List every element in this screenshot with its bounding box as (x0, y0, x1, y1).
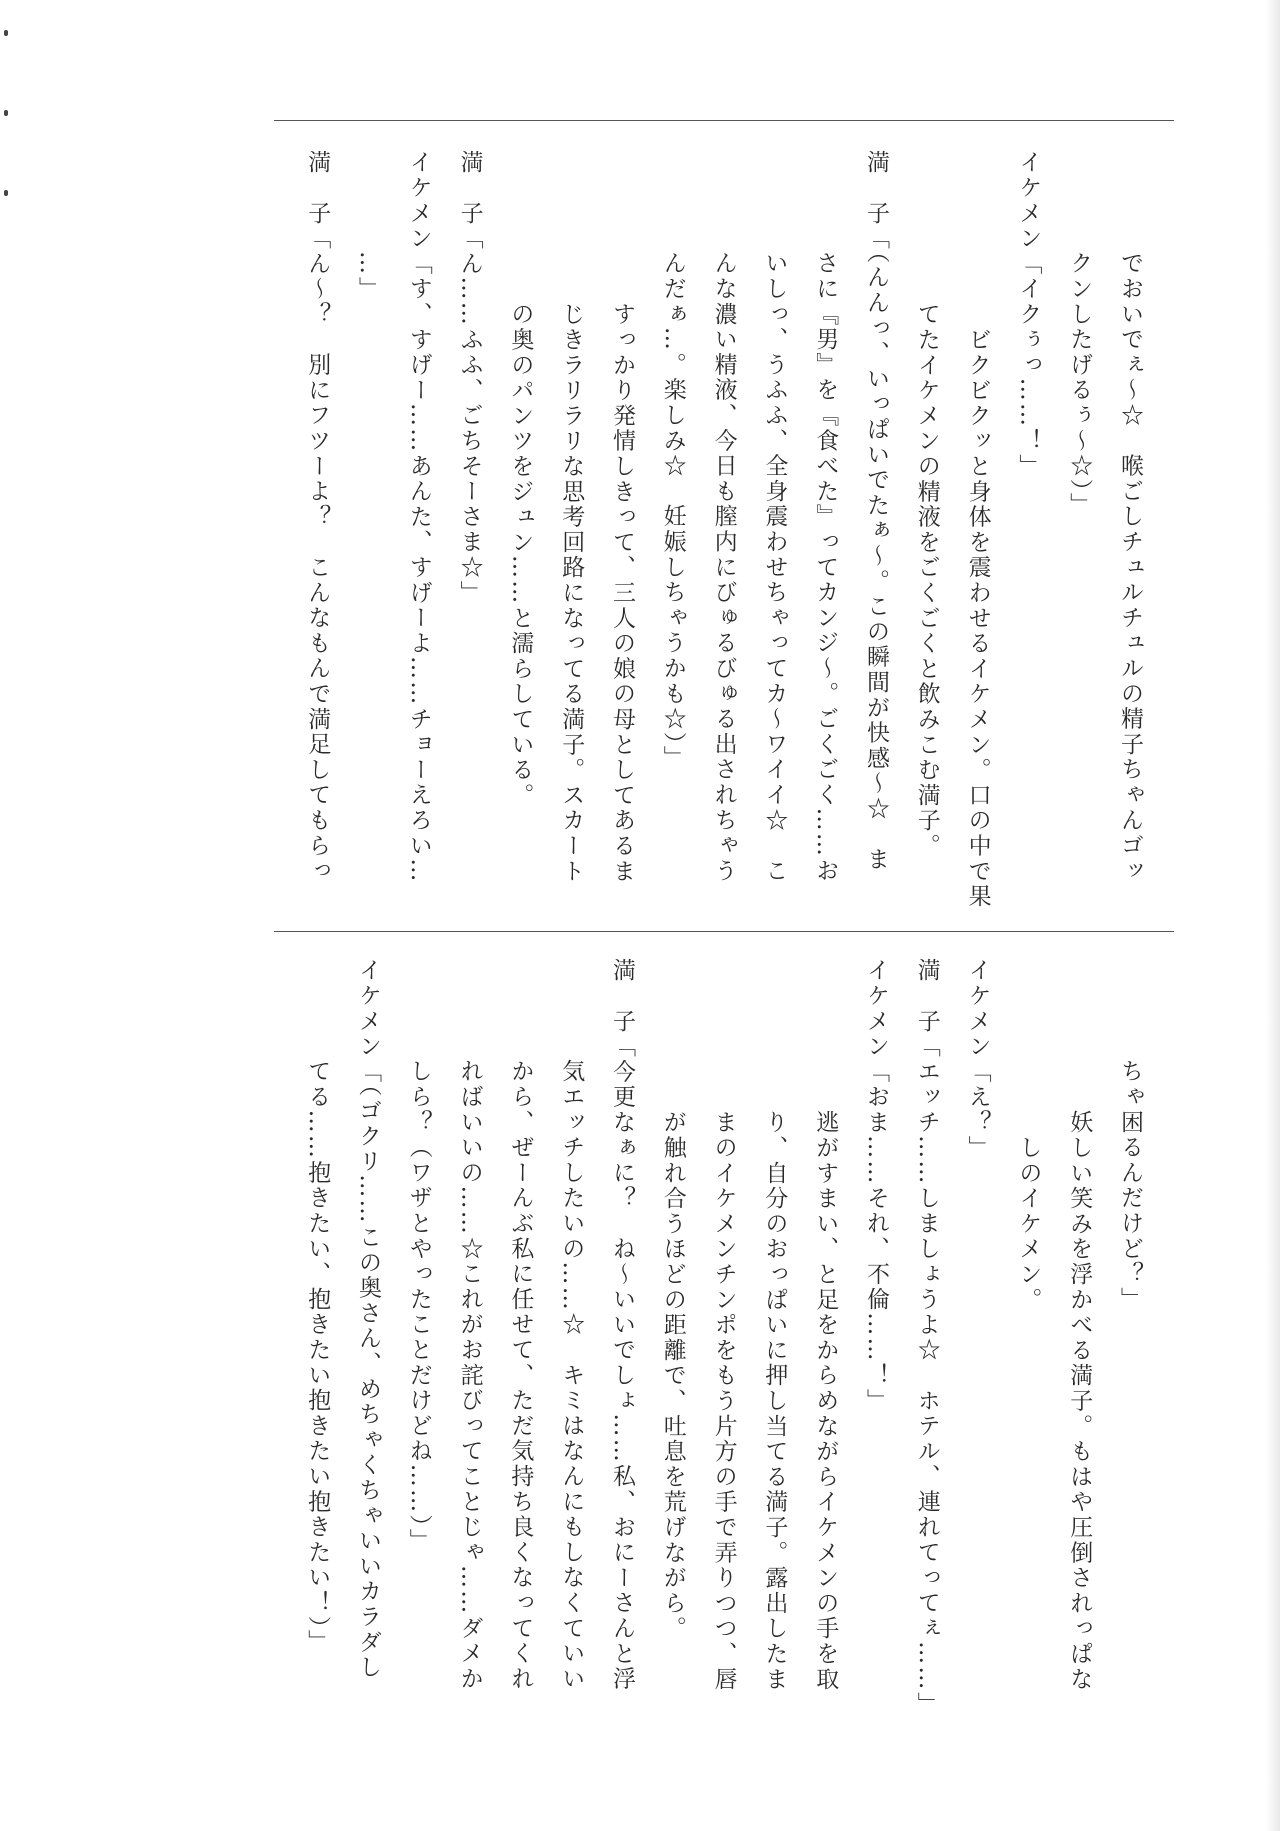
line-text: しら？（ワザとやったことだけどね……）」 (405, 1059, 432, 1554)
speaker-name: 満 子 (304, 150, 331, 226)
narration-line (902, 302, 952, 859)
line-text: まのイケメンチンポをもう片方の手で弄りつつ、唇 (710, 1110, 737, 1692)
line-text: 「おま……それ、不倫……！」 (863, 1059, 889, 1414)
line-text: ちゃ困るんだけど？」 (1117, 1059, 1143, 1312)
dialogue-line (343, 958, 393, 1680)
line-text: んな濃い精液、今日も膣内にびゅるびゅる出されちゃう (710, 251, 737, 884)
line-text: でおいでぇ～☆ 喉ごしチュルチュルの精子ちゃんゴッ (1117, 251, 1143, 884)
dialogue-line (851, 958, 901, 1413)
narration-line (699, 1110, 749, 1692)
line-text: 「エッチ……しましょうよ☆ ホテル、連れてってぇ……」 (913, 1033, 940, 1718)
top-rule (274, 120, 1174, 121)
dialogue-line (597, 958, 647, 1692)
line-text: いしっ、うふふ、全身震わせちゃってカ～ワイイ☆ こ (761, 251, 788, 884)
continuation-line (292, 1059, 342, 1655)
speaker-name: 満 子 (913, 958, 940, 1034)
dialogue-line (902, 958, 952, 1717)
speaker-name: イケメン (1015, 150, 1042, 252)
middle-rule (274, 931, 1174, 932)
line-text: の奥のパンツをジュン……と濡らしている。 (507, 302, 534, 808)
continuation-line (495, 1059, 545, 1692)
dialogue-line (851, 150, 901, 872)
continuation-line (800, 251, 850, 884)
line-text: 「ん……ふふ、ごちそーさま☆」 (456, 225, 483, 606)
dialogue-line (445, 150, 495, 605)
scan-mark (4, 190, 8, 196)
line-text: てたイケメンの精液をごくごくと飲みこむ満子。 (913, 302, 940, 859)
line-text: ればいいの……☆これがお詫びってことじゃ……ダメか (456, 1059, 483, 1692)
line-text: 妖しい笑みを浮かべる満子。もはや圧倒されっぱな (1066, 1110, 1093, 1692)
dialogue-line (1003, 150, 1053, 479)
narration-line (648, 1110, 698, 1641)
narration-line (800, 1110, 850, 1692)
line-text: 「え？」 (964, 1059, 991, 1161)
line-text: クンしたげるぅ～☆）」 (1066, 251, 1093, 518)
line-text: …」 (355, 251, 381, 302)
line-text: 「（ゴクリ……この奥さん、めちゃくちゃいいカラダし (355, 1059, 381, 1681)
dialogue-line (292, 150, 342, 884)
speaker-name: イケメン (405, 150, 432, 252)
continuation-line (1054, 251, 1104, 518)
dialogue-line (394, 150, 444, 884)
continuation-line (1105, 1059, 1155, 1312)
line-text: 気エッチしたいの……☆ キミはなんにもしなくていい (558, 1059, 585, 1692)
line-text: 「ん～？ 別にフツーよ？ こんなもんで満足してもらっ (304, 225, 331, 884)
narration-line (749, 1110, 799, 1692)
speaker-name: イケメン (355, 958, 381, 1060)
speaker-name: イケメン (863, 958, 889, 1060)
scan-mark (4, 110, 8, 116)
line-text: てる……抱きたい、抱きたい抱きたい抱きたい！）」 (304, 1059, 331, 1655)
page-edge-shadow (1266, 0, 1280, 1831)
line-text: から、ぜーんぶ私に任せて、ただ気持ち良くなってくれ (507, 1059, 534, 1692)
line-text: んだぁ…。楽しみ☆ 妊娠しちゃうかも☆）」 (659, 251, 686, 771)
narration-line (495, 302, 545, 808)
line-text: 逃がすまい、と足をからめながらイケメンの手を取 (812, 1110, 839, 1692)
line-text: が触れ合うほどの距離で、吐息を荒げながら。 (659, 1110, 686, 1642)
narration-line (953, 302, 1003, 909)
scan-mark (4, 30, 8, 36)
line-text: しのイケメン。 (1015, 1110, 1042, 1313)
continuation-line (749, 251, 799, 884)
continuation-line (1105, 251, 1155, 884)
line-text: 「（んんっ、いっぱいでたぁ～。この瞬間が快感～☆ ま (863, 225, 889, 873)
speaker-name: 満 子 (609, 958, 635, 1034)
narration-line (597, 302, 647, 884)
line-text: ビクビクッと身体を震わせるイケメン。口の中で果 (964, 302, 991, 910)
line-text: 「す、すげー……あんた、すげーよ……チョーえろい… (405, 251, 432, 884)
narration-line (546, 302, 596, 884)
line-text: り、自分のおっぱいに押し当てる満子。露出したま (761, 1110, 788, 1692)
continuation-line (546, 1059, 596, 1692)
line-text: 「今更なぁに？ ね～いいでしょ……私、おにーさんと浮 (609, 1033, 635, 1692)
dialogue-line (953, 958, 1003, 1160)
line-text: すっかり発情しきって、三人の娘の母としてあるま (609, 302, 635, 884)
speaker-name: イケメン (964, 958, 991, 1060)
continuation-line (343, 251, 393, 302)
speaker-name: 満 子 (863, 150, 889, 226)
line-text: さに『男』を『食べた』ってカンジ～。ごくごく……お (812, 251, 839, 884)
continuation-line (699, 251, 749, 884)
speaker-name: 満 子 (456, 150, 483, 226)
continuation-line (648, 251, 698, 771)
narration-line (1054, 1110, 1104, 1692)
line-text: じきラリラリな思考回路になってる満子。スカート (558, 302, 585, 884)
line-text: 「イクぅっ……！」 (1015, 251, 1042, 479)
narration-line (1003, 1110, 1053, 1312)
continuation-line (394, 1059, 444, 1554)
continuation-line (445, 1059, 495, 1692)
